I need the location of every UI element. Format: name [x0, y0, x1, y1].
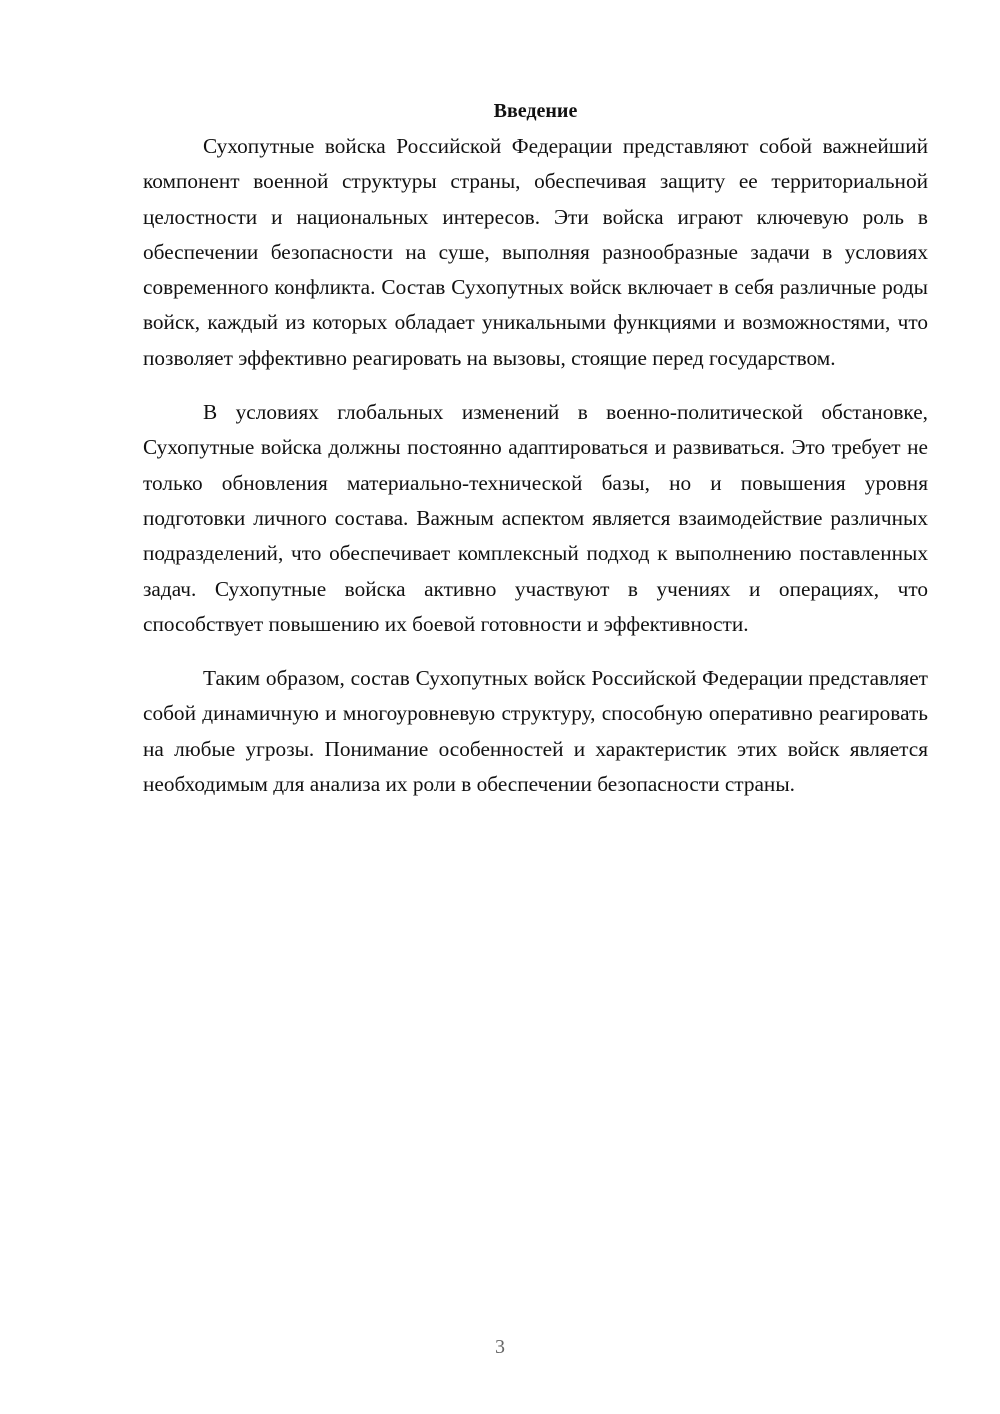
- paragraph-3: Таким образом, состав Сухопутных войск Российской Федерации представляет собой динамичную и многоуровневую структуру, способную оперативно реагировать на любые угрозы. Понимание особенностей и характеристик этих войск является необходимым для анализа их роли в обеспечении безопасности страны.: [143, 666, 928, 797]
- paragraph-2: В условиях глобальных изменений в военно-политической обстановке, Сухопутные войска должны постоянно адаптироваться и развиваться. Это требует не только обновления материально-технической базы, но и повышения уровня подготовки личного состава. Важным аспектом является взаимодействие различных подразделений, что обеспечивает комплексный подход к выполнению поставленных задач. Сухопутные войска активно участвуют в учениях и операциях, что способствует повышению их боевой готовности и эффективности.: [143, 400, 928, 636]
- page-number: 3: [495, 1336, 505, 1358]
- section-heading: Введение: [493, 100, 578, 122]
- page-content: [143, 94, 928, 802]
- paragraph-1: Сухопутные войска Российской Федерации представляют собой важнейший компонент военной структуры страны, обеспечивая защиту ее территориальной целостности и национальных интересов. Эти войска играют ключевую роль в обеспечении безопасности на суше, выполняя разнообразные задачи в условиях современного конфликта. Состав Сухопутных войск включает в себя различные роды войск, каждый из которых обладает уникальными функциями и возможностями, что позволяет эффективно реагировать на вызовы, стоящие перед государством.: [143, 134, 928, 370]
